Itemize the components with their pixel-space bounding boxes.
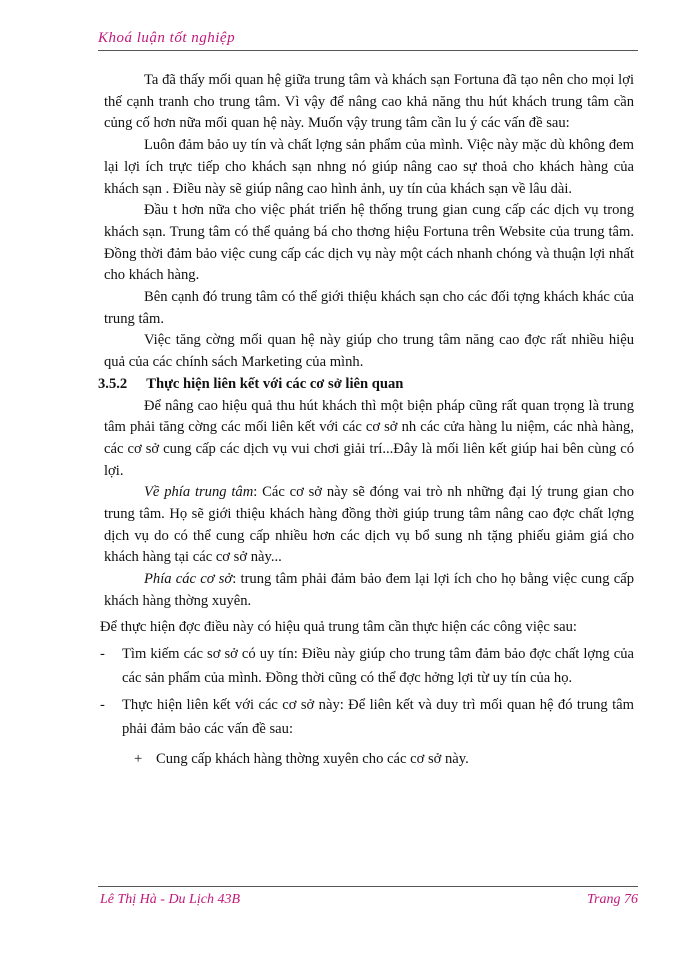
paragraph-facility-side [104, 569, 634, 612]
paragraph: Đầu t hơn nữa cho việc phát triển hệ thống trung gian cung cấp các dịch vụ trong khách sạn. Trung tâm có thể quảng bá cho thơng hiệu Fortuna trên Website của trung tâm. Đồng thời đảm bảo việc cung cấp các dịch vụ này một cách nhanh chóng và thuận lợi nhất cho khách hàng. [104, 202, 634, 284]
header-divider [98, 50, 638, 51]
dash-list-item [100, 642, 634, 690]
dash-bullet: - [100, 645, 105, 662]
paragraph: Bên cạnh đó trung tâm có thể giới thiệu khách sạn cho các đối tợng khách khác của trung tâm. [104, 289, 634, 327]
dash-bullet: - [100, 696, 105, 713]
plus-list-item [104, 749, 634, 771]
paragraph: Ta đã thấy mối quan hệ giữa trung tâm và khách sạn Fortuna đã tạo nên cho mọi lợi thế cạnh tranh cho trung tâm. Vì vậy để nâng cao khả năng thu hút khách trung tâm cần củng cố hơn nữa mối quan hệ này. Muốn vậy trung tâm cần lu ý các vấn đề sau: [104, 72, 634, 132]
facility-side-lead: Phía các cơ sở [144, 571, 233, 588]
facility-side-text: : trung tâm phải đảm bảo đem lại lợi ích cho họ bằng việc cung cấp khách hàng thờng xuyên. [104, 571, 634, 609]
footer-divider [98, 886, 638, 887]
dash-list-item [100, 693, 634, 741]
dash-item-text: Thực hiện liên kết với các cơ sở này: Để liên kết và duy trì mối quan hệ đó trung tâm phải đảm bảo các vấn đề sau: [122, 696, 634, 737]
dash-item-text: Tìm kiếm các sơ sở có uy tín: Điều này giúp cho trung tâm đảm bảo đợc chất lợng của các sản phẩm của mình. Đồng thời cũng có thể đợc hởng lợi từ uy tín của họ. [122, 645, 634, 686]
paragraph: Để nâng cao hiệu quả thu hút khách thì một biện pháp cũng rất quan trọng là trung tâm phải tăng cờng các mối liên kết với các cơ sở nh các cửa hàng lu niệm, các nhà hàng, các cơ sở cung cấp các dịch vụ vui chơi giải trí...Đây là mối liên kết giúp hai bên cùng có lợi. [104, 397, 634, 479]
plus-item-text: Cung cấp khách hàng thờng xuyên cho các cơ sở này. [156, 750, 469, 767]
paragraph: Việc tăng cờng mối quan hệ này giúp cho trung tâm năng cao đợc rất nhiều hiệu quả của các chính sách Marketing của mình. [104, 332, 634, 371]
center-side-text: : Các cơ sở này sẽ đóng vai trò nh những đại lý trung gian cho trung tâm. Họ sẽ giới thiệu khách hàng đồng thời giúp trung tâm nâng cao đợc chất lợng dịch vụ do có thể cung cấp nhiều hơn các dịch vụ bổ sung nh tặng phiếu giảm giá cho khách hàng tại các cơ sở này... [104, 484, 634, 566]
section-number: 3.5.2 [98, 375, 128, 392]
center-side-lead: Về phía trung tâm [144, 484, 254, 501]
section-heading [98, 374, 634, 396]
document-body [98, 70, 634, 770]
paragraph: Luôn đảm bảo uy tín và chất lợng sản phẩm của mình. Việc này mặc dù không đem lại lợi ích trực tiếp cho khách sạn nhng nó giúp nâng cao sự thoả cho khách hàng của khách sạn . Điều này sẽ giúp nâng cao hình ảnh, uy tín của khách sạn về lâu dài. [104, 137, 634, 197]
page-header-title: Khoá luận tốt nghiệp [98, 30, 236, 46]
plus-bullet-icon: + [134, 750, 143, 767]
section-title: Thực hiện liên kết với các cơ sở liên quan [146, 375, 404, 392]
paragraph-center-side [104, 482, 634, 569]
footer-page-number: Trang 76 [587, 892, 638, 907]
action-intro: Để thực hiện đợc điều này có hiệu quả trung tâm cần thực hiện các công việc sau: [100, 618, 577, 635]
footer-author: Lê Thị Hà - Du Lịch 43B [100, 892, 240, 907]
